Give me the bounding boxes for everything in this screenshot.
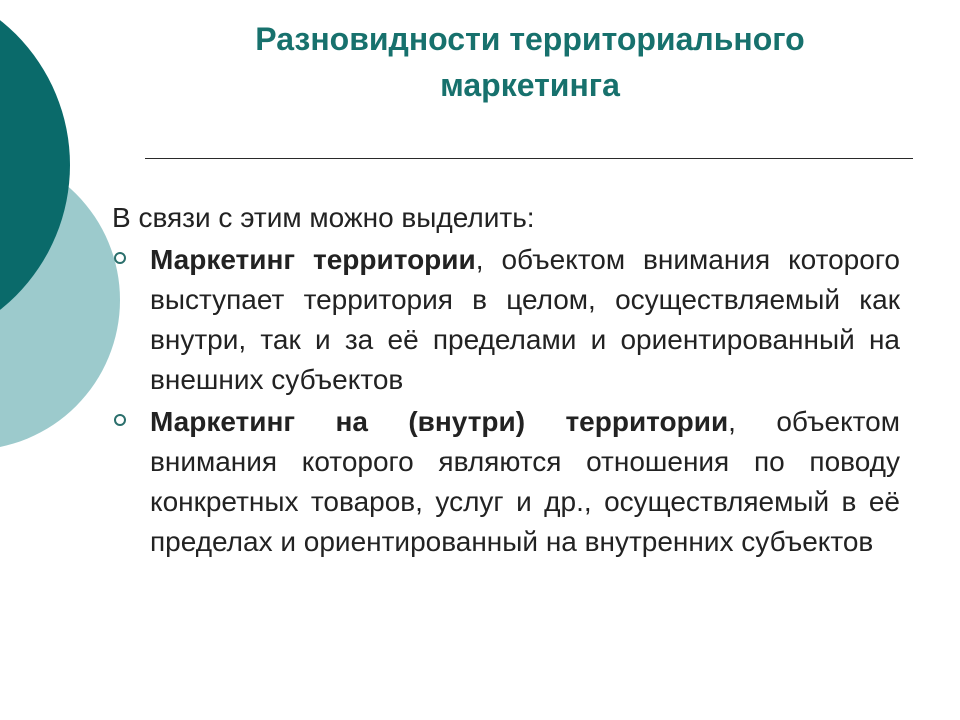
bullet-list: [112, 240, 900, 562]
title-divider: [145, 158, 913, 159]
bullet-text: , объектом внимания которого выступает территория в целом, осуществляемый как внутри, так и за её пределами и ориентированный на внешних субъектов: [150, 244, 900, 395]
hollow-circle-icon: [114, 414, 126, 426]
intro-text: В связи с этим можно выделить:: [112, 202, 535, 233]
bullet-term: Маркетинг на (внутри) территории: [150, 406, 729, 437]
list-item: [112, 240, 900, 400]
bullet-term: Маркетинг территории: [150, 244, 476, 275]
hollow-circle-icon: [114, 252, 126, 264]
slide-body: [112, 198, 900, 562]
slide-title: Разновидности территориального маркетинга: [255, 21, 805, 103]
list-item: [112, 402, 900, 562]
bullet-text: , объектом внимания которого являются отношения по поводу конкретных товаров, услуг и др., осуществляемый в её пределах и ориентированный на внутренних субъектов: [150, 406, 900, 557]
